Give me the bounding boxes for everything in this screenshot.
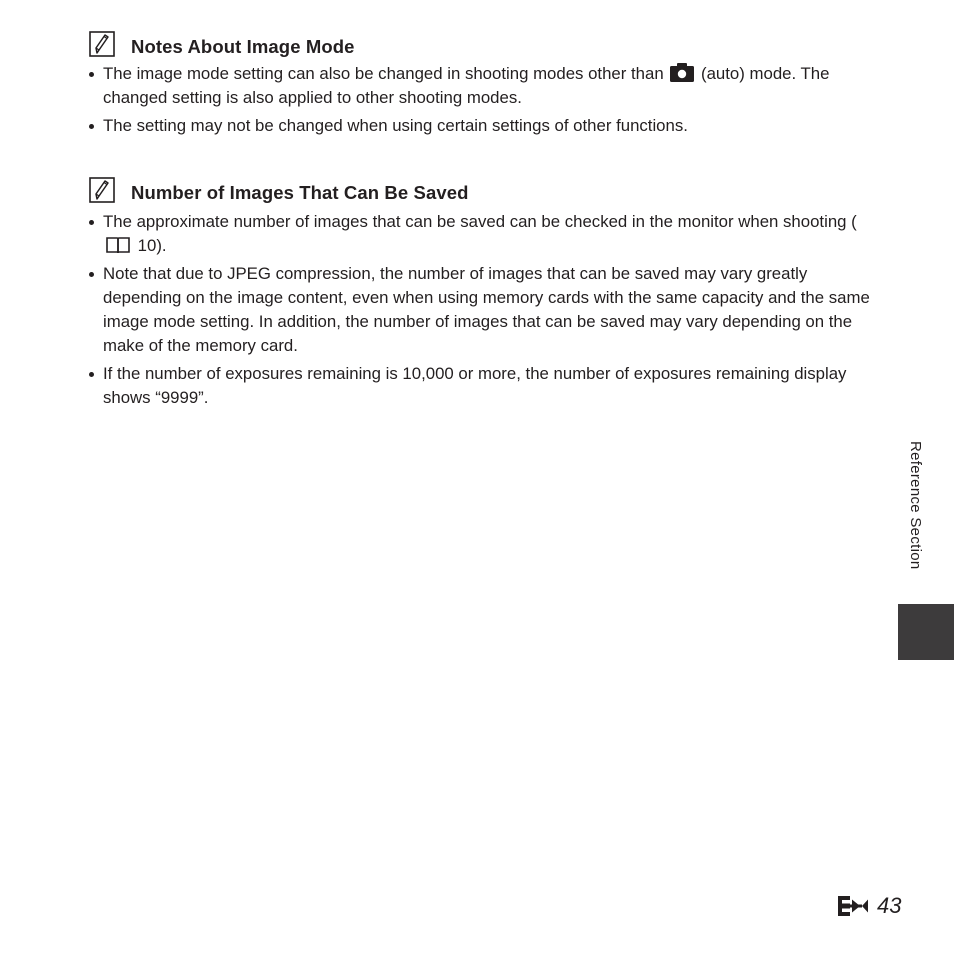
bullet-text: Note that due to JPEG compression, the number of images that can be saved may vary greatly depending on the image content, even when using memory cards with the same capacity and the same image mode setting. In addition, the number of images that can be saved may vary depending on the make of the memory card.: [103, 264, 870, 355]
bullet-text: The image mode setting can also be changed in shooting modes other than: [103, 64, 669, 83]
bullet-list: [89, 210, 879, 410]
bullet-text: (auto) mode. The changed setting is also applied to other shooting modes.: [103, 64, 830, 107]
note-pencil-icon: [89, 31, 115, 57]
bullet-text: The approximate number of images that can be saved can be checked in the monitor when shooting (: [103, 212, 857, 231]
bullet-item: [89, 210, 879, 258]
bullet-item: [89, 62, 879, 110]
book-icon: [105, 236, 131, 254]
side-tab-label: Reference Section: [907, 441, 924, 570]
bullet-text: The setting may not be changed when using certain settings of other functions.: [103, 116, 688, 135]
bullet-item: [89, 362, 879, 410]
page-number-text: 43: [877, 893, 902, 918]
note-pencil-icon: [89, 177, 115, 203]
camera-icon: [670, 63, 694, 82]
bullet-item: [89, 262, 879, 358]
section-number-of-images: [89, 177, 879, 414]
section-title: Number of Images That Can Be Saved: [131, 182, 469, 203]
page-number: [838, 893, 901, 919]
e-reference-icon: [838, 896, 876, 916]
bullet-list: [89, 62, 879, 138]
bullet-item: [89, 114, 879, 138]
side-tab-block: [898, 604, 954, 660]
bullet-text: 10).: [133, 236, 167, 255]
section-title: Notes About Image Mode: [131, 36, 355, 57]
section-notes-image-mode: [89, 31, 879, 142]
bullet-text: If the number of exposures remaining is 10,000 or more, the number of exposures remaining display shows “9999”.: [103, 364, 847, 407]
section-header: [89, 177, 879, 209]
section-header: [89, 31, 879, 63]
